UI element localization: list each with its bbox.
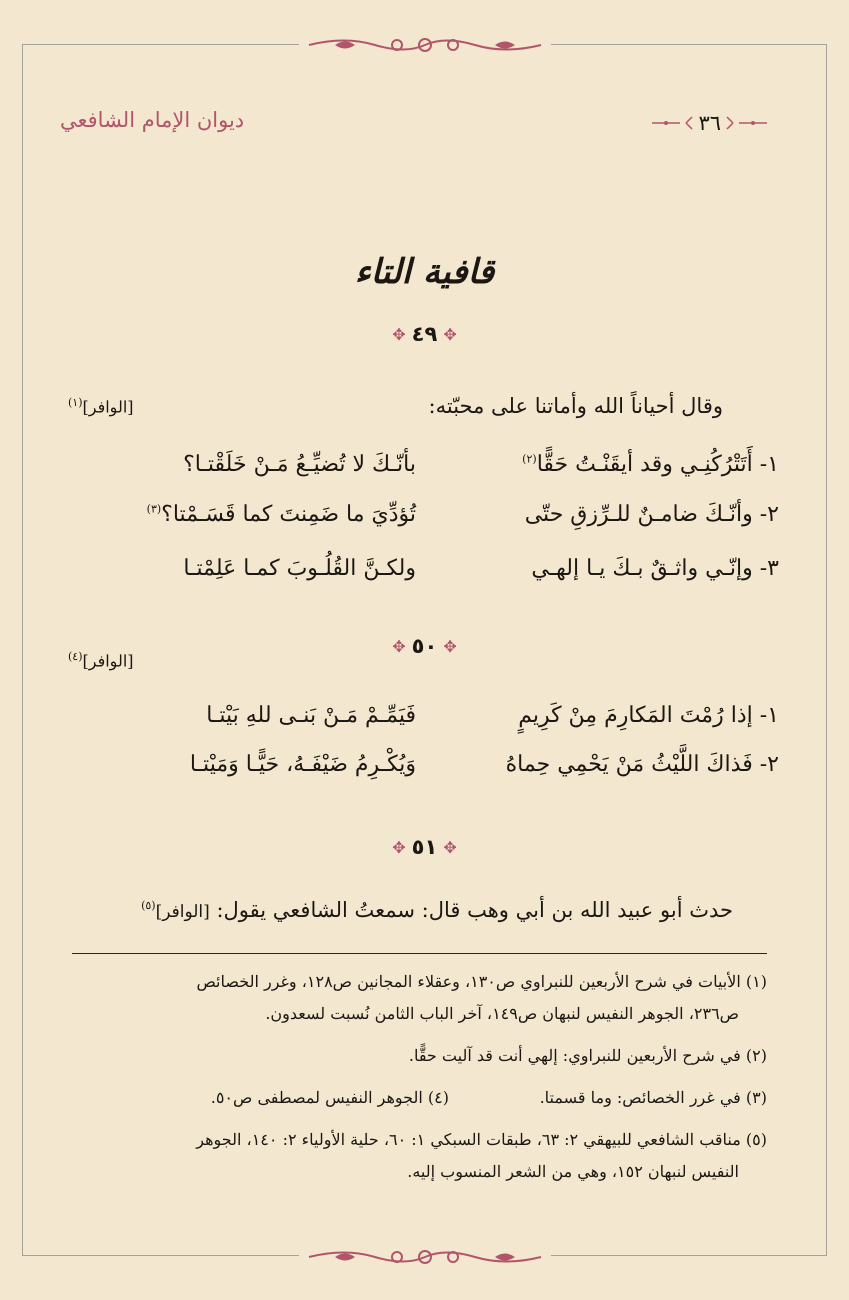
poem-number: ٥١ xyxy=(411,835,438,859)
ornament-right-icon: ✥ xyxy=(443,837,457,857)
first-hemistich: ٣- وإنّـي واثـقٌ بـكَ يـا إلهـي xyxy=(531,556,779,581)
ornament-left-icon: ✥ xyxy=(392,837,406,857)
chapter-title: قافية التاء xyxy=(354,252,495,292)
poem-number-ornament xyxy=(392,322,456,346)
second-hemistich: ولكـنَّ القُلُـوبَ كمـا عَلِمْتـا xyxy=(183,556,416,581)
ornament-right-icon: ✥ xyxy=(443,636,457,656)
poem-number: ٤٩ xyxy=(411,322,438,346)
running-title: ديوان الإمام الشافعي xyxy=(60,108,245,132)
first-hemistich: ٢- وأنّـكَ ضامـنٌ للـرِّزقِ حتّى xyxy=(524,502,779,527)
meter-label: [الوافر]$^{(١)}$ xyxy=(68,396,134,417)
footnote-ref: (٤) xyxy=(68,650,83,663)
page-number: ٣٦ xyxy=(698,111,721,135)
page-number-ornament xyxy=(650,108,769,138)
footnote: (٣) في غرر الخصائص: وما قسمتا. xyxy=(539,1088,767,1107)
second-hemistich: فَيَمِّـمْ مَـنْ بَنـى للهِ بَيْتـا xyxy=(206,703,416,728)
footnote-ref: (٥) xyxy=(141,899,156,912)
second-hemistich: بأنّـكَ لا تُضيِّـعُ مَـنْ خَلَقْتـا؟ xyxy=(183,452,416,477)
poem-intro: وقال أحياناً الله وأماتنا على محبّته: xyxy=(428,394,723,418)
poem-number-ornament xyxy=(392,835,456,859)
verse-line xyxy=(86,556,779,596)
first-hemistich: ٢- فَذاكَ اللَّيْثُ مَنْ يَحْمِي حِماهُ xyxy=(505,752,779,777)
footnote: (٥) مناقب الشافعي للبيهقي ٢: ٦٣، طبقات السبكي ١: ٦٠، حلية الأولياء ٢: ١٤٠، الجوهر xyxy=(196,1130,767,1149)
footnote-ref: (١) xyxy=(68,396,83,409)
left-flourish-icon xyxy=(650,116,694,130)
footnote-row xyxy=(72,1088,767,1114)
ornament-left-icon: ✥ xyxy=(392,324,406,344)
verse-line xyxy=(86,502,779,542)
poem-number: ٥٠ xyxy=(411,634,438,658)
meter-label: [الوافر]$^{(٤)}$ xyxy=(68,650,134,671)
verse-line xyxy=(86,452,779,492)
verse-line xyxy=(86,703,779,743)
footnote: (٤) الجوهر النفيس لمصطفى ص٥٠. xyxy=(210,1088,449,1107)
footnote-continuation: ص٢٣٦، الجوهر النفيس لنبهان ص١٤٩، آخر الباب الثامن نُسبت لسعدون. xyxy=(265,1004,739,1023)
second-hemistich: وَيُكْـرِمُ ضَيْفَـهُ، حَيًّـا وَمَيْتـا xyxy=(189,752,416,777)
top-ornament-icon xyxy=(299,34,551,56)
poem-intro: حدث أبو عبيد الله بن أبي وهب قال: سمعتُ الشافعي يقول: [الوافر]$^{(٥)}$ xyxy=(141,898,733,922)
meter-label: [الوافر] xyxy=(155,902,210,922)
first-hemistich: ١- إذا رُمْتَ المَكارِمَ مِنْ كَرِيمٍ xyxy=(518,703,779,728)
footnote: (٢) في شرح الأربعين للنبراوي: إلهي أنت قد آليت حقًّا. xyxy=(408,1046,767,1065)
footnote-continuation: النفيس لنبهان ١٥٢، وهي من الشعر المنسوب إليه. xyxy=(407,1162,739,1181)
ornament-right-icon: ✥ xyxy=(443,324,457,344)
footnote-divider xyxy=(72,953,767,954)
footnote: (١) الأبيات في شرح الأربعين للنبراوي ص١٣٠، وعقلاء المجانين ص١٢٨، وغرر الخصائص xyxy=(196,972,767,991)
poem-number-ornament xyxy=(392,634,456,658)
ornament-left-icon: ✥ xyxy=(392,636,406,656)
bottom-ornament-icon xyxy=(299,1246,551,1268)
verse-line xyxy=(86,752,779,792)
right-flourish-icon xyxy=(725,116,769,130)
first-hemistich: ١- أَتَتْرُكُنِـي وقد أيقَنْـتُ حَقًّا$^{(٢)}$ xyxy=(522,452,779,477)
second-hemistich: تُؤدِّيَ ما ضَمِنتَ كما قَسَـمْتا؟$^{(٣)}$ xyxy=(146,502,416,527)
